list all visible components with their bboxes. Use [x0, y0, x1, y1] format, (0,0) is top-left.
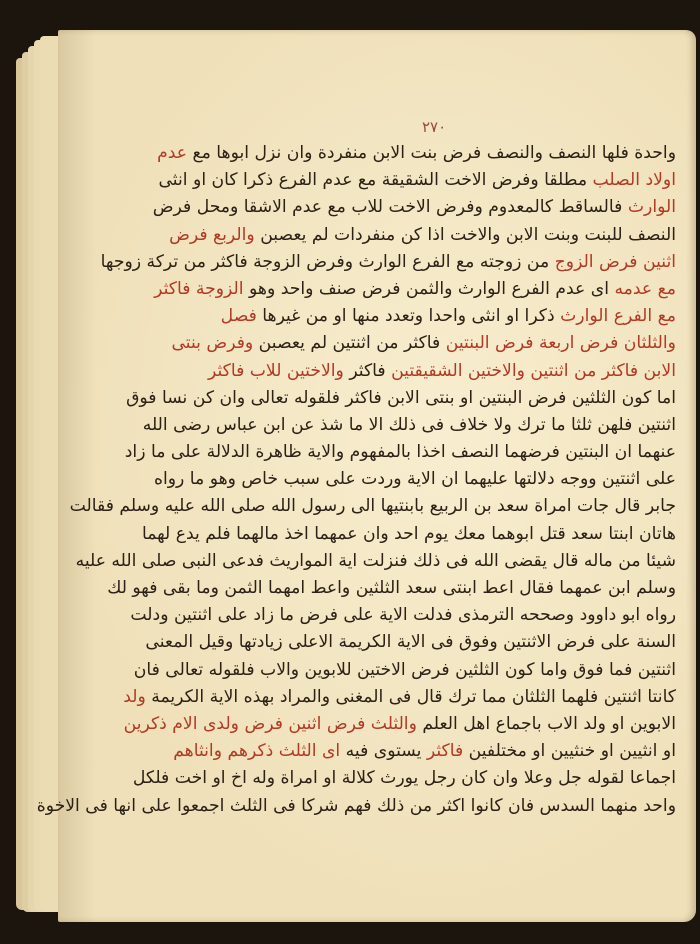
- text-line: [178, 303, 676, 330]
- rubric-text: والاختين للاب فاكثر: [207, 360, 344, 381]
- body-text: السنة على فرض الاثنتين وفوق فى الاية الكريمة الاعلى زيادتها وقيل المعنى: [145, 632, 676, 653]
- rubric-text: وفرض بنتى: [171, 333, 254, 354]
- body-text: على اثنتين ووجه دلالتها عليهما ان الاية وردت على سبب خاص وهو ما رواه: [153, 469, 676, 490]
- body-text: كانتا اثنتين فلهما الثلثان مما ترك قال فى المغنى والمراد بهذه الاية الكريمة: [145, 686, 676, 707]
- body-text: من زوجته مع الفرع الوارث وفرض الزوجة فاكثر من تركة زوجها: [100, 251, 555, 272]
- body-text: فاكثر: [343, 360, 392, 381]
- rubric-text: اثنين فرض الزوج: [554, 251, 676, 272]
- body-text: واحدة فلها النصف والنصف فرض بنت الابن منفردة وان نزل ابوها مع: [187, 143, 676, 163]
- text-line: [123, 684, 676, 711]
- text-line: [130, 602, 676, 629]
- body-text: شيئا من ماله قال يقضى الله فى ذلك فنزلت اية المواريث فدعى النبى صلى الله عليه: [75, 550, 676, 571]
- body-text: او انثيين او خنثيين او مختلفين: [468, 741, 676, 762]
- rubric-text: والثلثان فرض اربعة فرض البنتين: [445, 333, 676, 354]
- text-line: [133, 657, 676, 684]
- text-line: [132, 765, 676, 792]
- text-block: [36, 140, 676, 820]
- rubric-text: فاكثر: [426, 741, 469, 762]
- body-text: وسلم ابن عمهما فقال اعط ابنتى سعد الثلثين واعط امهما الثمن وما بقى فهو لك: [107, 578, 676, 598]
- text-line: [154, 276, 676, 303]
- rubric-text: والربع فرض: [169, 224, 255, 245]
- body-text: اثنتين فما فوق واما كون الثلثين فرض الاختين للابوين والاب فلقوله تعالى فان: [133, 659, 676, 680]
- body-text: اما كون الثلثين فرض البنتين او بنتى الابن فاكثر فلقوله تعالى وان كن نسا فوق: [126, 387, 676, 408]
- rubric-text: الزوجة فاكثر: [154, 278, 244, 299]
- rubric-text: ولد: [123, 686, 146, 707]
- rubric-text: مع عدمه: [614, 278, 676, 299]
- text-line: [107, 575, 676, 602]
- rubric-text: الابن فاكثر من اثنتين والاختين الشقيقتين: [391, 360, 676, 381]
- text-line: [152, 194, 676, 221]
- text-line: [153, 466, 676, 493]
- text-line: [142, 412, 676, 439]
- body-text: اى عدم الفرع الوارث والثمن فرض صنف واحد وهو: [243, 278, 615, 299]
- rubric-text: اى الثلث ذكرهم وانثاهم: [173, 741, 341, 762]
- body-text: مطلقا وفرض الاخت الشقيقة مع عدم الفرع ذكرا كان او انثى: [158, 170, 593, 191]
- body-text: اثنتين فلهن ثلثا ما ترك ولا خلاف فى ذلك الا ما شذ عن ابن عباس رضى الله: [142, 414, 676, 435]
- rubric-text: والثلث فرض اثنين فرض ولدى الام ذكرين: [123, 713, 417, 734]
- text-line: [171, 330, 676, 357]
- body-text: رواه ابو داوود وصححه الترمذى فدلت الاية على فرض ما زاد على اثنتين ودلت: [130, 605, 676, 626]
- rubric-text: الوارث: [627, 197, 676, 218]
- text-line: [178, 358, 676, 385]
- body-text: الابوين او ولد الاب باجماع اهل العلم: [416, 713, 676, 734]
- text-line: [124, 439, 676, 466]
- text-line: [36, 793, 676, 820]
- folio-number: ٢٧٠: [422, 118, 447, 136]
- text-line: [69, 493, 676, 520]
- body-text: اجماعا لقوله جل وعلا وان كان رجل يورث كلالة او امراة وله اخ او اخت فلكل: [132, 768, 676, 789]
- text-line: [173, 738, 676, 765]
- rubric-text: اولاد الصلب: [592, 170, 676, 191]
- body-text: عنهما ان البنتين فرضهما النصف اخذا بالمفهوم والاية ظاهرة الدلالة على ما زاد: [124, 442, 676, 463]
- text-line: [126, 385, 676, 412]
- body-text: هاتان ابنتا سعد قتل ابوهما معك يوم احد وان عمهما اخذ مالهما فلم يدع لهما: [141, 523, 676, 544]
- body-text: فالساقط كالمعدوم وفرض الاخت للاب مع عدم الاشقا ومحل فرض: [152, 197, 628, 218]
- body-text: واحد منهما السدس فان كانوا اكثر من ذلك فهم شركا فى الثلث اجمعوا على انها فى الاخوة: [36, 795, 676, 816]
- text-line: [75, 548, 676, 575]
- body-text: ذكرا او انثى واحدا وتعدد منها او من غيرها: [256, 306, 561, 327]
- text-line: [158, 167, 676, 194]
- text-line: [145, 629, 676, 656]
- body-text: النصف للبنت وبنت الابن والاخت اذا كن منفردات لم يعصبن: [254, 224, 676, 245]
- text-line: [157, 140, 676, 167]
- text-line: [141, 521, 676, 548]
- text-line: [123, 711, 676, 738]
- body-text: جابر قال جات امراة سعد بن الربيع بابنتيها الى رسول الله صلى الله عليه وسلم فقالت: [69, 496, 676, 517]
- body-text: يستوى فيه: [340, 741, 427, 762]
- rubric-text: فصل: [220, 306, 257, 327]
- rubric-text: عدم: [157, 143, 187, 163]
- text-line: [100, 249, 676, 276]
- rubric-text: مع الفرع الوارث: [560, 306, 676, 327]
- text-line: [169, 222, 676, 249]
- body-text: فاكثر من اثنتين لم يعصبن: [253, 333, 446, 354]
